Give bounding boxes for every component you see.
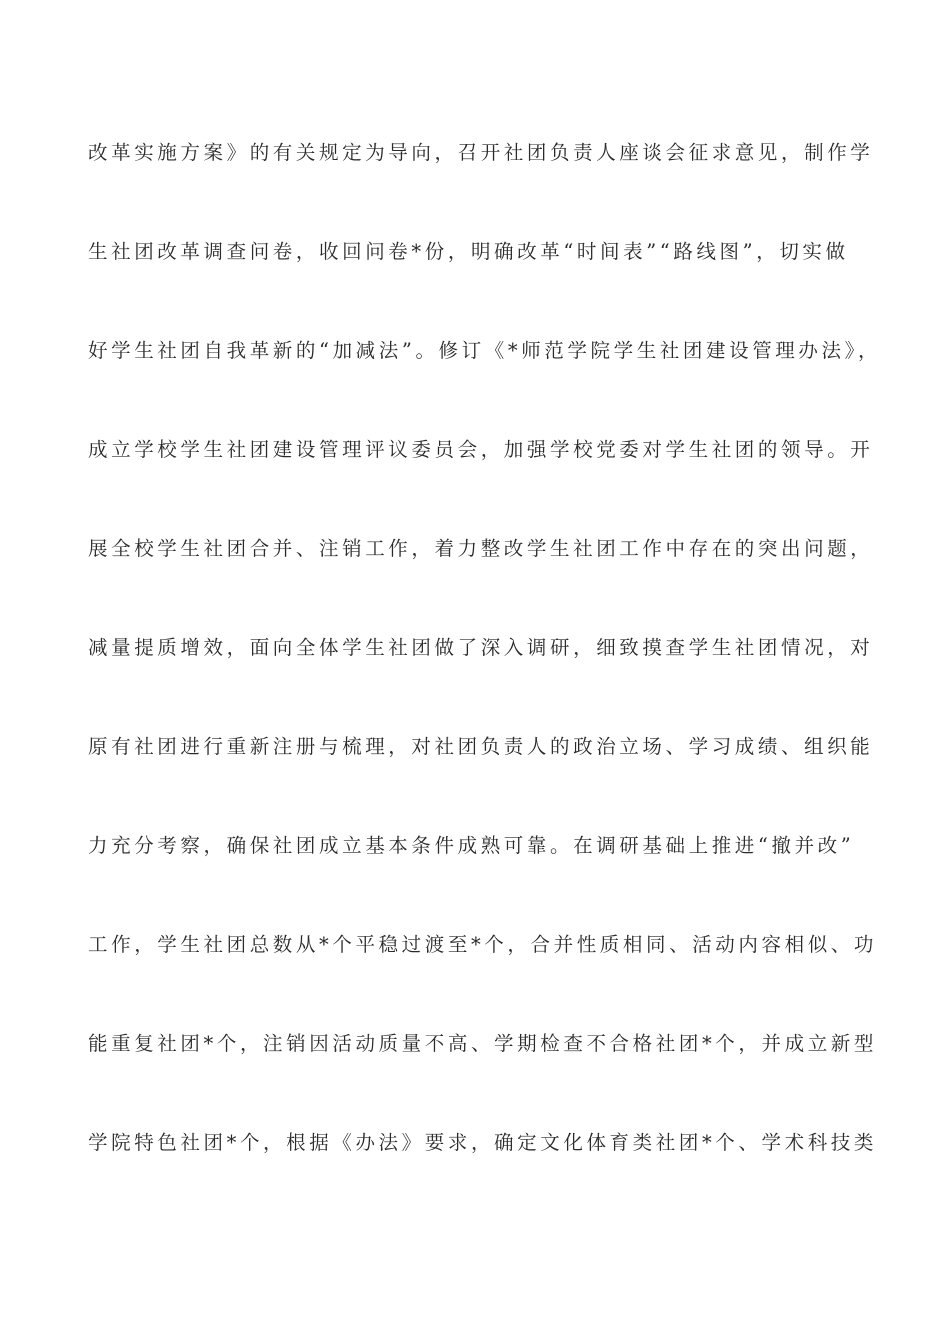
text-line: 展全校学生社团合并、注销工作，着力整改学生社团工作中存在的突出问题， [88,537,874,560]
text-line: 学院特色社团*个，根据《办法》要求，确定文化体育类社团*个、学术科技类 [88,1131,878,1154]
text-line: 改革实施方案》的有关规定为导向，召开社团负责人座谈会征求意见，制作学 [88,141,874,164]
body-paragraph [88,128,888,1217]
text-line: 成立学校学生社团建设管理评议委员会，加强学校党委对学生社团的领导。开 [88,438,874,461]
text-line: 原有社团进行重新注册与梳理，对社团负责人的政治立场、学习成绩、组织能 [88,735,874,758]
text-line: 能重复社团*个，注销因活动质量不高、学期检查不合格社团*个，并成立新型 [88,1032,878,1055]
text-line: 减量提质增效，面向全体学生社团做了深入调研，细致摸查学生社团情况，对 [88,636,874,659]
text-line: 生社团改革调查问卷，收回问卷*份，明确改革“时间表”“路线图”，切实做 [88,240,849,263]
text-line: 力充分考察，确保社团成立基本条件成熟可靠。在调研基础上推进“撤并改” [88,834,855,857]
text-line: 好学生社团自我革新的“加减法”。修订《*师范学院学生社团建设管理办法》， [88,339,882,362]
text-line: 工作，学生社团总数从*个平稳过渡至*个，合并性质相同、活动内容相似、功 [88,933,878,956]
